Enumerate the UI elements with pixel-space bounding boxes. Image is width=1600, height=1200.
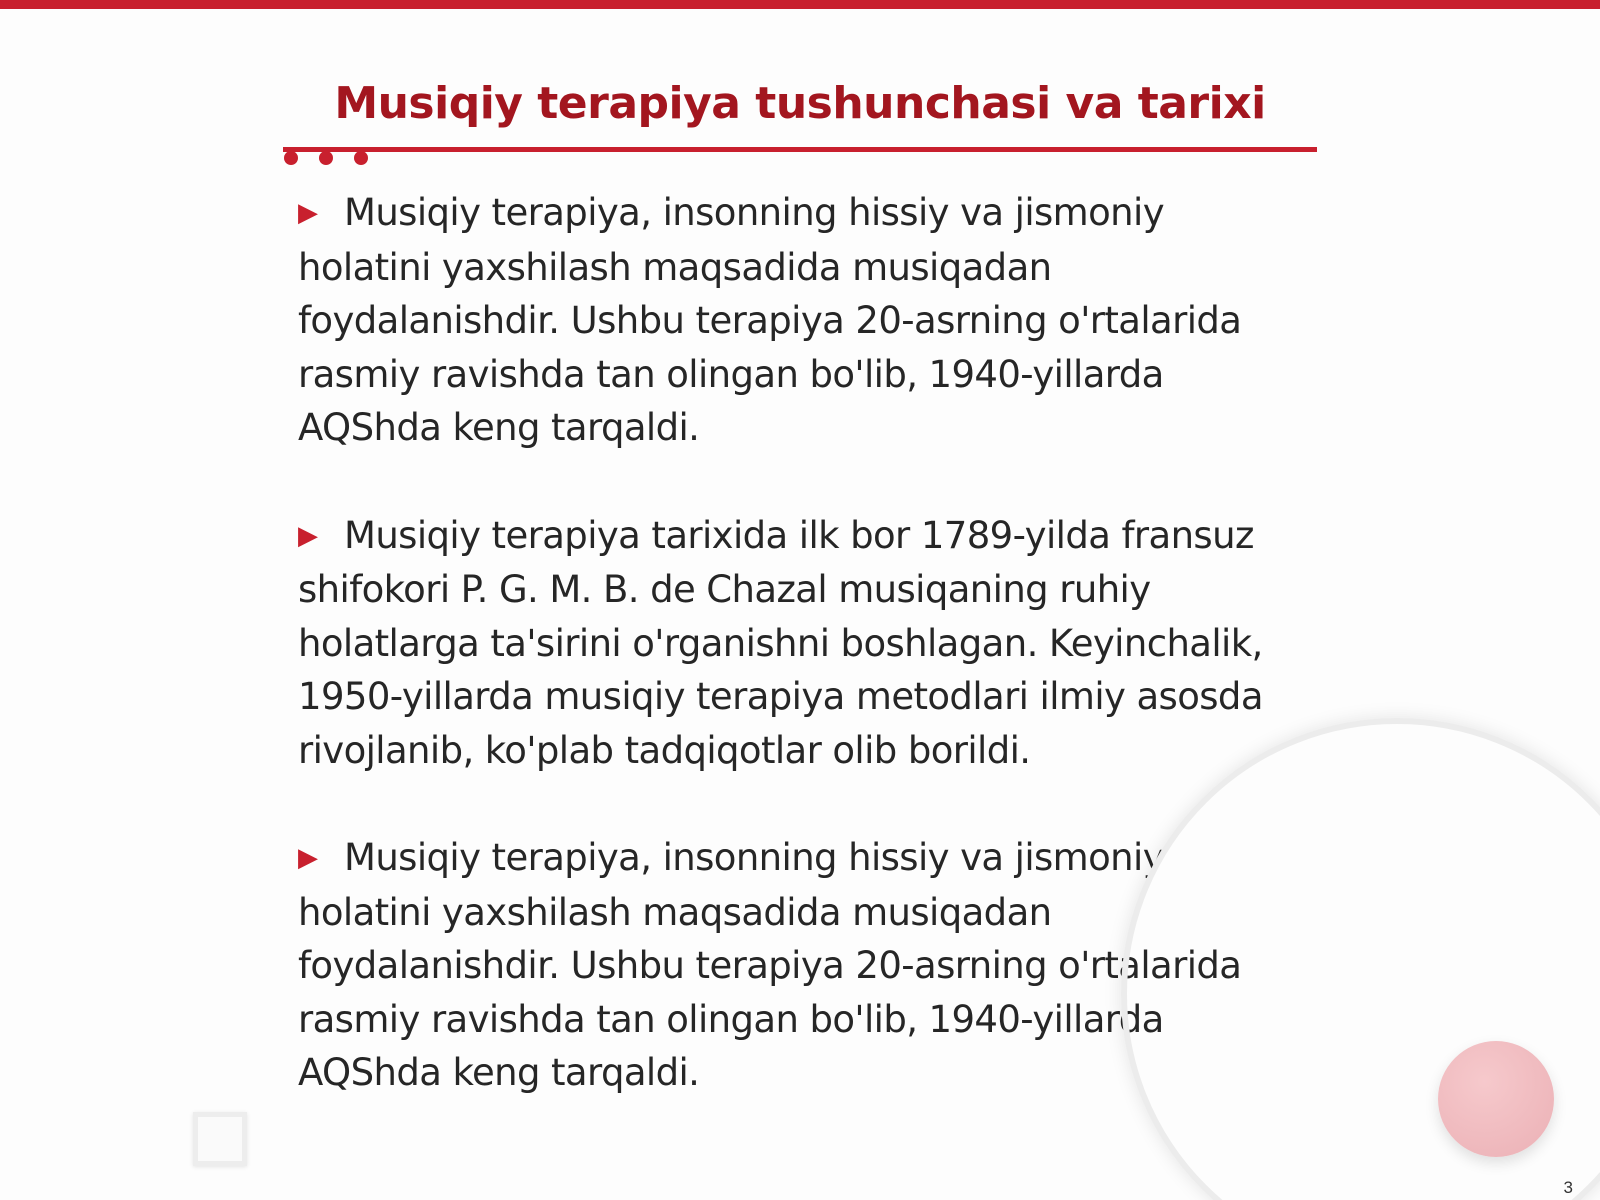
triangle-right-icon: ▶ bbox=[298, 520, 318, 551]
decorative-pink-circle bbox=[1438, 1041, 1554, 1157]
bullet-item bbox=[298, 186, 1298, 455]
triangle-right-icon: ▶ bbox=[298, 198, 318, 228]
bullet-text: Musiqiy terapiya tarixida ilk bor 1789-yilda fransuz shifokori P. G. M. B. de Chazal musiqaning ruhiy holatlarga ta'sirini o'rganishni boshlagan. Keyinchalik, 1950-yillarda musiqiy terapiya metodlari ilmiy asosda rivojlanib, ko'plab tadqiqotlar olib borildi. bbox=[298, 513, 1263, 772]
slide-title: Musiqiy terapiya tushunchasi va tarixi bbox=[334, 78, 1266, 129]
decorative-square bbox=[193, 1112, 247, 1166]
triangle-right-icon: ▶ bbox=[298, 843, 318, 873]
page-number: 3 bbox=[1563, 1178, 1573, 1197]
underline-dot bbox=[319, 151, 333, 165]
bullet-text: Musiqiy terapiya, insonning hissiy va jismoniy holatini yaxshilash maqsadida musiqadan foydalanishdir. Ushbu terapiya 20-asrning o'rtalarida rasmiy ravishda tan olingan bo'lib, 1940-yillarda AQShda keng tarqaldi. bbox=[298, 836, 1242, 1094]
underline-dot bbox=[284, 151, 298, 165]
bullet-item bbox=[298, 509, 1298, 778]
underline-dot bbox=[354, 151, 368, 165]
bullet-text: Musiqiy terapiya, insonning hissiy va jismoniy holatini yaxshilash maqsadida musiqadan foydalanishdir. Ushbu terapiya 20-asrning o'rtalarida rasmiy ravishda tan olingan bo'lib, 1940-yillarda AQShda keng tarqaldi. bbox=[298, 191, 1242, 449]
top-accent-bar bbox=[0, 0, 1600, 9]
title-underline bbox=[283, 147, 1317, 152]
